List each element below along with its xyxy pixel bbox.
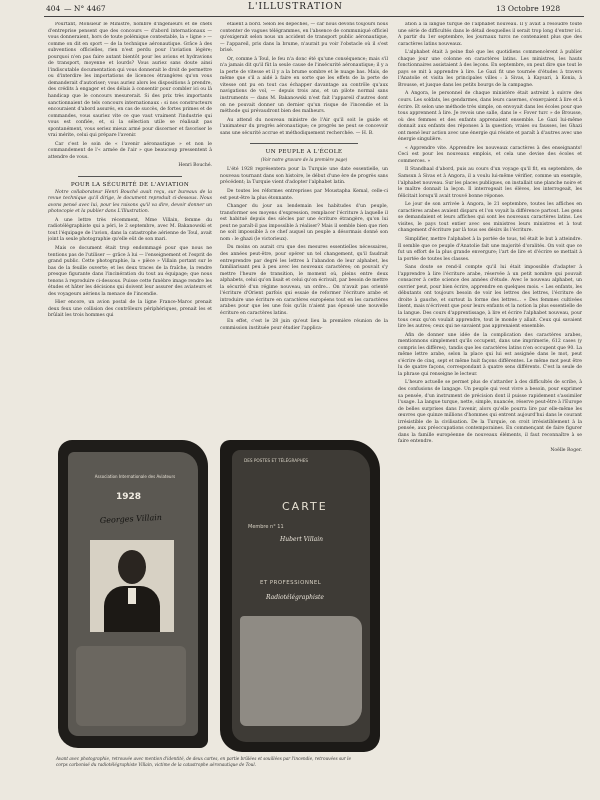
body-paragraph: « Apprendre vite. Apprendre les nouveaux caractères à des enseignants! Ceci est pour les nouveaux emplois, et cela une devise des écoles et commerces. » bbox=[398, 145, 582, 164]
body-paragraph: Mais ce document était trop endommagé pour que nous ne tentions pas de l'utiliser — grâce à lui — l'enseignement et l'esprit de grand public. Cette photographie, la « pièce » Villain portant sur le bas de la feuille ouverte; et les deux traces de la fraîche, la rendre presque figurante dans l'incinération du tout au équipage; que nous tenons à reproduire ci-dessous. Puisse cette funèbre image rendre les études et hâter les décisions qui doivent leur assurer des aviateurs et des voyageurs aériens la menace de l'incendie. bbox=[48, 245, 212, 297]
section-subtitle: (Voir notre gravure de la première page) bbox=[260, 156, 348, 162]
portrait-photo bbox=[90, 540, 174, 632]
body-paragraph: ation à la langue turque de l'alphabet nouveau. Il y avait à résoudre toute une série de difficultés dans le détail desquelles il serait trop long d'entrer ici. A partir du 1er septembre, les journaux turcs ne contenaient plus que des caractères latins nouveaux. bbox=[398, 22, 582, 47]
signature-bouche: Henri Bouché. bbox=[178, 163, 212, 169]
body-paragraph: A une lettre très récemment, Mme Villain, femme du radiotélégraphiste qui a péri, le 2 septembre, avec M. Bakanowski et tout l'équipage de l'avion, dans la catastrophe aérienne de Toul, avait joint la seule photographie qu'elle eût de son mari. bbox=[48, 217, 212, 243]
column-left bbox=[48, 22, 212, 432]
card-year: 1928 bbox=[116, 492, 142, 502]
signature-roger: Noëlle Roger. bbox=[550, 447, 582, 453]
section-rule bbox=[78, 176, 182, 177]
body-paragraph: A Angora, le personnel de chaque ministère était astreint à suivre des cours. Les soldats, les gendarmes, dans leurs casernes, s'exerçaient à lire et à écrire. Et selon une méthode très simple, on envoyait dans les écoles pour que tous apprennent à lire. Je revois une salle, dans le « Fover turc » de Brousse, où des femmes et des enfants apprenaient ensemble. Le Gazi lui-même donnait aux enfants des réponses à la question; vraies ou fausses, les Ghazi ont mené leur action avec une énergie qui résiste et paraît à d'autres avec une énergie singulière. bbox=[398, 91, 582, 143]
body-paragraph: Sans doute se rend-il compte qu'il lui était impossible d'adapter à l'apprendre à lire l'écriture arabe, réservée à un petit nombre qui pouvait consacrer à cette science des années d'étude. Avec le nouveau alphabet, un ouvrier peut, pour bien écrire, apprendre en quelques mois. « Les enfants, les débutants ont toujours besoin de voir les lettres des lettres, l'écriture de droite à gauche, et surtout la forme des lettres... » Des femmes cultivées lisent, mais n'écrivent que pour leurs enfants et la notion la plus essentielle de la langue. Des cours d'apprentissage, à lire et écrire l'alphabet nouveau, pour tous ceux qu'on voulait apprendre, tout le monde y allait. Ceux qui savaient lire les autres; ceux qui ne savaient pas apprenaient ensemble. bbox=[398, 265, 582, 330]
body-paragraph: De toutes les réformes entreprises par Moustapha Kemal, celle-ci est peut-être la plus étonnante. bbox=[220, 189, 388, 201]
photo-burned-card-right bbox=[220, 440, 380, 752]
column-right bbox=[398, 22, 582, 790]
body-paragraph: L'été 1928 représentera pour la Turquie une date essentielle, un nouveau tournant dans son histoire, le début d'une ère de progrès sans précédent; la Turquie vient d'adopter l'alphabet latin. bbox=[220, 167, 388, 186]
issue-number: — N° 4467 bbox=[64, 4, 106, 13]
handwriting-name: Hubert Villain bbox=[280, 536, 324, 543]
section-title-securite: POUR LA SÉCURITÉ DE L'AVIATION bbox=[70, 182, 190, 189]
section-rule bbox=[250, 143, 358, 144]
section-title-peuple: UN PEUPLE A L'ÉCOLE bbox=[265, 149, 343, 156]
page-number: 404 bbox=[46, 4, 61, 13]
card-label: CARTE bbox=[282, 500, 328, 513]
body-paragraph: L'heure actuelle se permet plus de s'attarder à des difficultés de scribe, à des confusions de langage. Un peuple qui veut vivre a besoin, pour exprimer sa pensée, d'un instrument de précision dont il puisse rapidement s'assimiler l'usage. La langue turque, nette, simple, nuancée, réserve peut-être à l'Europe de belles surprises dans l'avenir, alors qu'elle pourra lire par elle-même les œuvres que quinze millions d'hommes qui entrent aujourd'hui dans le courant irrésistible de la civilisation. De la Turquie, on croit irrésistiblement à la pensée, aux préoccupations contemporaines. En commençant de faire figurer dans la famille européenne de nouveaux éléments, il faut reconnaître à se faire entendre. bbox=[398, 380, 582, 445]
column-middle bbox=[220, 22, 388, 432]
card-burned-lower bbox=[240, 616, 362, 726]
card-profession-label: ET PROFESSIONNEL bbox=[260, 580, 322, 586]
editorial-note: Notre collaborateur Henri Bouché avait reçu, sur bureaux de la revue technique qu'il dirige, le document reproduit ci-dessous. Nous avons pensé avec lui, pour les raisons qu'il va dire, devoir donner un photocopie et la publier dans L'Illustration. bbox=[48, 189, 212, 215]
body-paragraph: Il Standhaal d'abord, puis au cours d'un voyage qu'il fit, en septembre, de Samsun à Sivas et à Angora, il a voulu lui-même vérifier, comme un exemple, l'alphabet nouveau. Sur les places publiques, on installait une planche noire et le maître donnait la leçon. Il interrogeait les élèves, les interrogeait, les félicitait lorsqu'il avait trouvé bonne réponse. bbox=[398, 167, 582, 199]
body-paragraph: Le jour de son arrivée à Angora, le 21 septembre, toutes les affiches en caractères arabes avaient disparu et l'on voyait la différence partout. Les gens se demandaient et leurs affiches qui sont les nouveaux caractères latins. Les visites, le pays tout entier avec ses ministres leurs ministres et à tout changement d'écriture par là tous ses désirs ils l'écriture. bbox=[398, 202, 582, 234]
card-header: DES POSTES ET TÉLÉGRAPHES bbox=[244, 458, 309, 463]
body-paragraph: Afin de donner une idée de la complication des caractères arabes, mentionnons simplement qu'ils occupent, dans une imprimerie, 612 cases (y compris les diffères), tandis que les caractères latins n'en occupent que 90. La même lettre arabe, selon la place qui lui est assignée dans le mot, peut s'écrire de cinq, sept et même huit façons différentes. Le même mot peut être lu de quatre façons, correspondant à quatre sens différents. C'est la seule de la phrase qui renseigne le lecteur. bbox=[398, 332, 582, 377]
intro-paragraph: Pourtant, Monsieur le Ministre, nombre d'ingénieurs et de chefs d'entreprise pensent que des concours — d'abord internationaux — vous donneraient, hors de toute polémique contestable, la « ligne » — comme on dit en sport — de la technique aéronautique. Grâce à des subventions officielles, rien n'est perdu pour l'aviation légère; pourquoi n'en pas faire autant bientôt pour les avions et hydravions de transport, moyenne et lourds? Vous auriez sans doute ainsi l'indiscutable documentation qui vous donnerait le droit de permettre ou d'interdire les importations de licences étrangères qu'on vous demanderait d'autoriser; vous auriez alors les dispositions à prendre, des crédits à engager et des délais à consentir pour combler ici ou là handicap que le concours mesurerait. Si des prix très importants sanctionnaient de tels concours internationaux : si nos constructeurs encouraient d'abord assurés, en cas de succès, de fortes primes et de commandes, vous sauriez vite ce que vaut vraiment l'industrie qui vous est confiée, et, si la sélection utile se réalisait pas spontanément, vous seriez mieux armé pour discerner et favoriser le vrai mérite, celui qui prépare l'avenir. bbox=[48, 22, 212, 139]
body-paragraph: Du moins on aurait cru que des mesures essentielles nécessaires, des années peut-être, pour opérer un tel changement, qu'il faudrait entreprendre par degré les lettres à l'abandon de leur alphabet, les familiarisant peu à peu avec les nouveaux caractères; on pouvait s'y mettre l'heure de transition, le moment où, pleins entre deux alphabets, celui qu'on lisait et celui qu'on écrivait, par besoin de mettre la sécurité d'un régime nouveau, un ordre... On n'avait pas orienté l'écriture d'Orient parfois qui essaie de reformer l'écriture arabe et introduire une écriture en caractères européens tout en les caractères arabes pour que les une fois qu'ils n'aient pas épousé une nouvelle écriture en caractères latins. bbox=[220, 245, 388, 316]
body-paragraph: Simplifier, mettre l'alphabet à la portée de tous, tel était le but à atteindre. Il semble que ce peuple d'Anatolie fait une majorité d'oralités. On voit que ce fut un effort de la plus grande envergure; l'art de lire et d'écrire se mettait à la portée de toutes les classes. bbox=[398, 236, 582, 262]
portrait-head bbox=[118, 550, 146, 584]
page-header bbox=[0, 2, 600, 16]
body-paragraph: En effet, c'est le 28 juin qu'eut lieu la première réunion de la commission instituée pour étudier l'applica- bbox=[220, 319, 388, 331]
body-paragraph: Au attend du nouveau ministre de l'Air qu'il soit le guide et l'animateur du progrès aéronautique; ce progrès ne peut se concevoir sans une sécurité accrue et méthodiquement recherchée. — H. B. bbox=[220, 117, 388, 136]
photo-caption: Avant avec photographie, retrouvée avec mention d'identité, de deux cartes, en partie brûlées et souillées par l'incendie, retrouvées sur le corps carbonisé du radiotélégraphiste Villain, victime de la catastrophe aéronautique de Toul. bbox=[56, 756, 351, 767]
body-paragraph: L'alphabet était à peine fixé que les quotidiens commencèrent à publier chaque jour une colonne en caractères latins. Les ministres, les hauts fonctionnaires assistaient à des leçons. En septembre, on peut dire que tout le pays se mit à apprendre à lire. Le Gazi fit une tournée d'études à travers l'Anatolie et visita les principales villes : à Sivas, à Kaysari, à Konia, à Brousse, et jusque dans les petits bourgs de la campagne. bbox=[398, 50, 582, 88]
signature-scribble: Georges Villain bbox=[99, 512, 163, 526]
body-paragraph: Changer du jour au lendemain les habitudes d'un peuple, transformer ses moyens d'expression, remplacer l'écriture à laquelle il est habitué depuis des siècles par une écriture étrangère, qu'on lui peut ne paraît-il pas impossible à réaliser? Mais il semble bien que rien ne soit impossible à ce chef auquel un peuple a désormais donné son nom : le ghazi (le victorieux). bbox=[220, 204, 388, 242]
portrait-collar bbox=[128, 588, 136, 604]
body-paragraph: Hier encore, un avion postal de la ligne France-Maroc prenait deux feux une collision des contrôleurs périphériques, prenait les et brûlait les trois hommes qui bbox=[48, 300, 212, 319]
issue-date: 13 Octobre 1928 bbox=[496, 4, 561, 13]
photo-burned-card-left bbox=[58, 440, 208, 748]
card-lower-burned-area bbox=[76, 646, 186, 726]
closing-paragraph: Car c'est le soin de « l'avenir aéronautique » et non le commandement de l'« armée de l'air » que beaucoup pressentent à attendre de vous. bbox=[48, 141, 212, 160]
card-membre: Membre n° 11 bbox=[248, 524, 284, 530]
card-title: Association Internationale des Aviateurs bbox=[94, 474, 176, 479]
body-paragraph: étaient à bord. Selon les dépêches, — car nous devons toujours nous contenter de vagues télégrammes, en l'absence de communiqué officiel qu'exigerait selon nous un accident de transport public aéronautique, — l'appareil, pris dans la brume, n'aurait pu voir l'obstacle où il s'est brisé. bbox=[220, 22, 388, 54]
handwriting-profession: Radiotélégraphiste bbox=[266, 594, 324, 601]
header-rule bbox=[44, 16, 584, 17]
body-paragraph: Or, comme à Toul, le feu n'a donc été qu'une conséquence; mais s'il n'a jamais dit qu'il fût la seule cause de l'insécurité aéronautique; il y a la perte de vitesse et il y a la brume sombre et le nuage bas. Mais, de même que s'il a aidé à faire en sorte que les effets de la perte de vitesse ont pu en tout cas échapper davantage au contrôle qu'aux navigations de vol, — depuis trois ans, et un pilote normal sans instruments — dans M. Bakanowski n'est fait l'appareil d'autres dont on ne pouvait donner un dernier qu'un risque de l'incendie et la méthode qui prévaudront bien des malheurs. bbox=[220, 56, 388, 115]
magazine-title: L'ILLUSTRATION bbox=[248, 2, 343, 12]
